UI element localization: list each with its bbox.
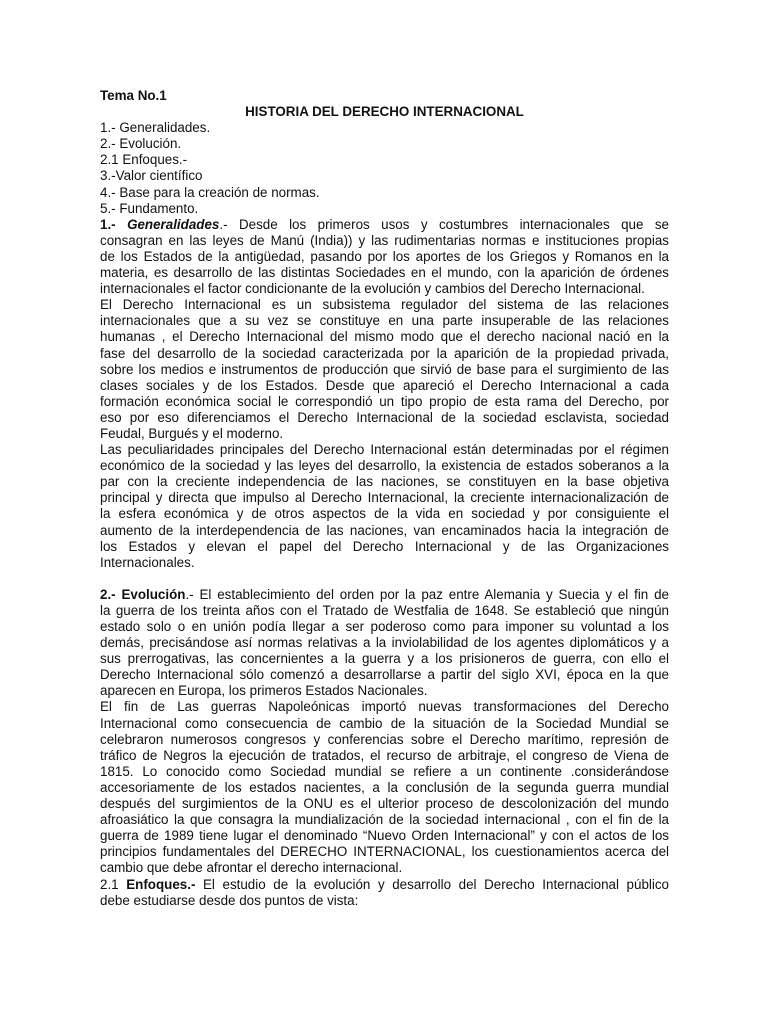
text-line: formación económica social le correspondió un tipo propio de esta rama del Derecho, por [100, 393, 669, 409]
section-number: 1.- [100, 216, 116, 232]
section-text: .- Desde los primeros usos y costumbres internacionales que se [219, 216, 669, 232]
text-line: 1815. Lo conocido como Sociedad mundial se refiere a un continente .considerándose [100, 763, 669, 779]
text-line: sus prerrogativas, las concernientes a la guerra y a los prisioneros de guerra, con ello el [100, 651, 669, 667]
text-line: principal y directa que impulso al Derecho Internacional, la creciente internacionalización de [100, 490, 669, 506]
text-line: Derecho Internacional sólo comenzó a desarrollarse a partir del siglo XVI, época en la que [100, 667, 669, 683]
section-first-line [100, 217, 669, 233]
toc-item: 1.- Generalidades. [100, 120, 211, 136]
section-first-line [100, 877, 669, 893]
text-line: principios fundamentales del DERECHO INTERNACIONAL, los cuestionamientos acerca del [100, 844, 669, 860]
text-line: humanas , el Derecho Internacional del mismo modo que el derecho nacional nació en la [100, 329, 669, 345]
section-heading: Enfoques.- [126, 876, 196, 892]
text-line: internacionales el factor condicionante de la evolución y cambios del Derecho Internacional. [100, 281, 645, 297]
paragraph-gap [100, 571, 669, 587]
section-enfoques [100, 877, 669, 909]
text-line: consagran en las leyes de Manú (India)) y las rudimentarias normas e instituciones propias [100, 232, 669, 248]
text-line: estado solo o en unión podía llegar a ser poderoso como para imponer su voluntad a los [100, 619, 669, 634]
toc-item: 2.- Evolución. [100, 136, 182, 152]
text-line: sobre los medios e instrumentos de producción que sirvió de base para el surgimiento de las [100, 361, 669, 377]
document-page [100, 88, 669, 909]
text-line: la guerra de los treinta años con el Tratado de Westfalia de 1648. Se estableció que ningún [100, 602, 669, 618]
text-line: fase del desarrollo de la sociedad caracterizada por la aparición de la propiedad privada, [100, 345, 669, 361]
text-line: Internacionales. [100, 554, 195, 570]
text-line: aumento de la interdependencia de las naciones, van encaminados hacia la integración de [100, 522, 669, 538]
text-line: El Derecho Internacional es un subsistema regulador del sistema de las relaciones [100, 297, 669, 313]
text-line: accesoriamente de los estados nacientes, a la conclusión de la segunda guerra mundial [100, 779, 669, 795]
text-line: cambio que debe afrontar el derecho internacional. [100, 860, 403, 876]
text-line: materia, es desarrollo de las distintas Sociedades en el mundo, con la aparición de órdenes [100, 265, 669, 281]
text-line: los Estados y elevan el papel del Derecho Internacional y de las Organizaciones [100, 538, 669, 554]
toc-item: 2.1 Enfoques.- [100, 152, 188, 168]
text-line: clases sociales y de los Estados. Desde que apareció el Derecho Internacional a cada [100, 377, 669, 393]
toc-item: 4.- Base para la creación de normas. [100, 184, 320, 200]
section-evolucion [100, 587, 669, 877]
text-line: económico de la sociedad y las leyes del desarrollo, la existencia de estados soberanos a la [100, 458, 669, 474]
toc-item: 5.- Fundamento. [100, 200, 199, 216]
tema-label: Tema No.1 [100, 88, 167, 103]
text-line: guerra de 1989 tiene lugar el denominado “Nuevo Orden Internacional” y con el actos de los [100, 828, 669, 844]
text-line: después del surgimientos de la ONU es el ulterior proceso de descolonización del mundo [100, 796, 669, 812]
section-text: El estudio de la evolución y desarrollo del Derecho Internacional público [195, 876, 669, 892]
section-generalidades [100, 217, 669, 571]
text-line: aparecen en Europa, los primeros Estados Nacionales. [100, 683, 428, 699]
text-line: demás, precisándose así normas relativas a la inviolabilidad de los agentes diplomáticos y a [100, 635, 669, 651]
text-line: Feudal, Burgués y el moderno. [100, 425, 284, 441]
toc-item: 3.-Valor científico [100, 168, 203, 184]
text-line: El fin de Las guerras Napoleónicas importó nuevas transformaciones del Derecho [100, 699, 669, 715]
document-title: HISTORIA DEL DERECHO INTERNACIONAL [245, 104, 524, 120]
section-number: 2.1 [100, 876, 127, 892]
text-line: celebraron numerosos congresos y conferencias sobre el Derecho marítimo, represión de [100, 731, 669, 747]
table-of-contents [100, 120, 669, 217]
text-line: afroasiático la que consagra la mundialización de la sociedad internacional , con el fin de la [100, 812, 669, 828]
section-heading: Generalidades [127, 216, 220, 232]
text-line: par con la creciente independencia de las naciones, se constituyen en la base objetiva [100, 474, 669, 490]
text-line: tráfico de Negros la ejecución de tratados, el recurso de arbitraje, el congreso de Viena de [100, 747, 669, 763]
section-text: .- El establecimiento del orden por la paz entre Alemania y Suecia y el fin de [185, 586, 669, 602]
section-first-line [100, 587, 669, 603]
text-line: Internacional como consecuencia de cambio de la situación de la Sociedad Mundial se [100, 715, 669, 731]
section-heading: 2.- Evolución [100, 586, 186, 602]
text-line: internacionales que a su vez se constituye en una parte insuperable de las relaciones [100, 313, 669, 329]
text-line: eso por eso diferenciamos el Derecho Internacional de la sociedad esclavista, sociedad [100, 409, 669, 425]
text-line: la esfera económica y de otros aspectos de la vida en sociedad y por consiguiente el [100, 506, 669, 522]
text-line: debe estudiarse desde dos puntos de vista: [100, 892, 359, 908]
text-line: Las peculiaridades principales del Derecho Internacional están determinadas por el régimen [100, 442, 669, 458]
text-line: de los Estados de la antigüedad, pasando por los aportes de los Griegos y Romanos en la [100, 248, 669, 264]
